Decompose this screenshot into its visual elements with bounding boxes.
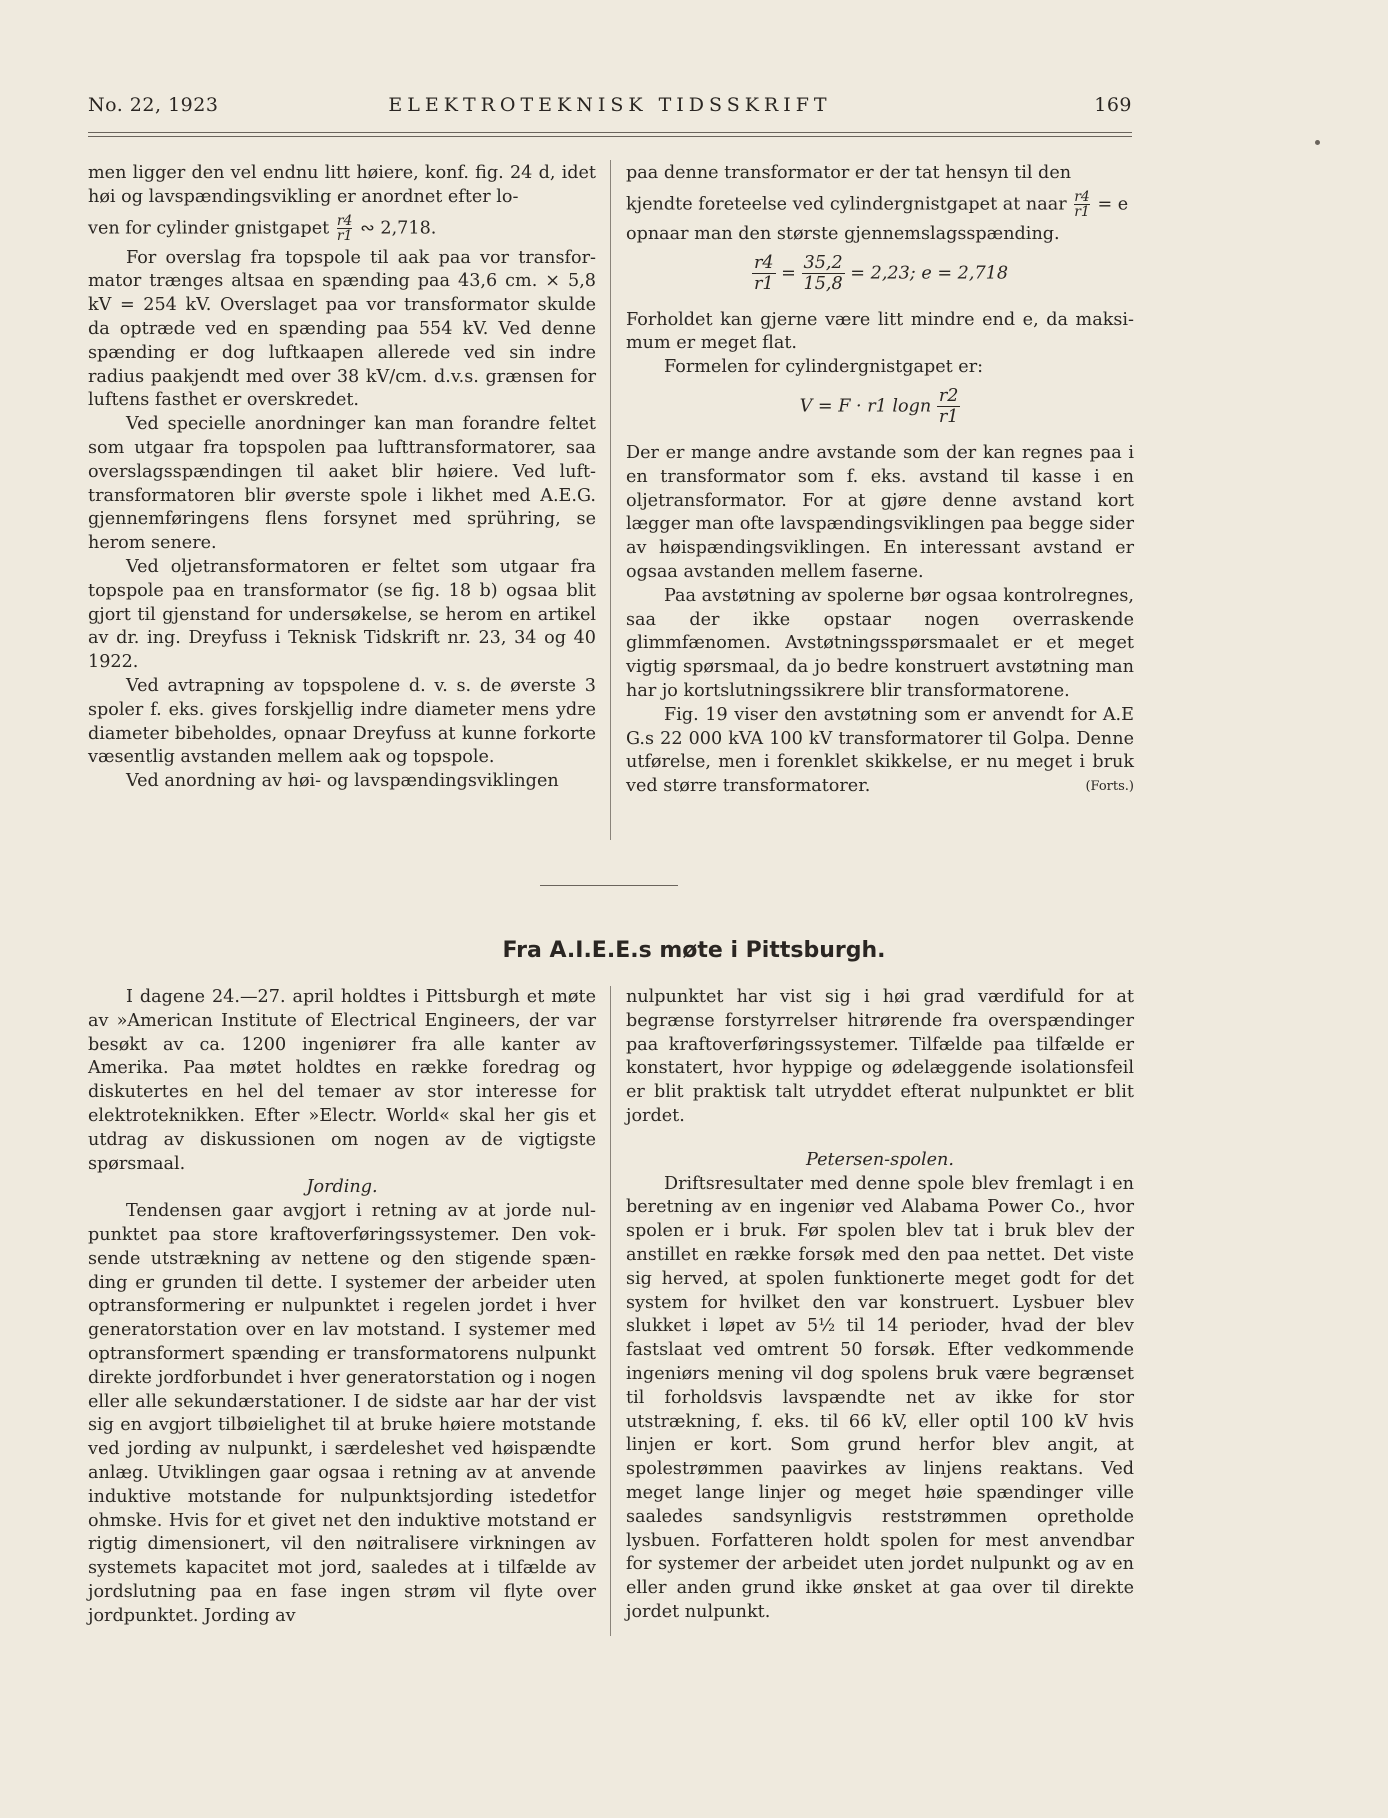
section-rule xyxy=(540,885,678,886)
fraction xyxy=(802,253,845,294)
text: Fig. 19 viser den avstøtning som er anvendt for A.E G.s 22 000 kVA 100 kV transformatorer til Golpa. Denne utførelse, men i forenklet skikkelse, er nu meget i bruk ved større transformatorer. xyxy=(626,704,1134,797)
fraction xyxy=(752,253,776,294)
numerator: r4 xyxy=(1074,188,1090,205)
denominator: r1 xyxy=(1074,203,1090,220)
denominator: r1 xyxy=(336,227,353,244)
text: kjendte foreteelse ved cylindergnistgapet at naar xyxy=(626,194,1067,215)
paragraph: Tendensen gaar avgjort i retning av at jorde nulpunktet paa store kraftoverføringssystemer. Den voksende utstrækning av nettene og den stigende spænding er grunden til dette. I systemer der arbeider uten optransformering er nulpunktet i regelen jordet i hver generatorstation over en lav motstand. I systemer med optransformert spænding er transformatorens nulpunkt direkte jordforbundet i hver generatorstation og i nogen eller alle sekundærstationer. I de sidste aar har der vist sig en avgjort tilbøielighet til at bruke høiere motstande ved jording av nulpunkt, i særdeleshet ved høispændte anlæg. Utviklingen gaar ogsaa i retning av at anvende induktive motstande for nulpunktsjording istedetfor ohmske. Hvis for et givet net den induktive motstand er rigtig dimensionert, vil den nøitralisere virkningen av systemets kapacitet mot jord, saaledes at i tilfælde av jordslutning paa en fase ingen strøm vil flyte over jordpunktet. Jording av xyxy=(88,1201,596,1626)
article-left-column xyxy=(88,986,596,1629)
paragraph: For overslag fra topspole til aak paa vor transformator trænges altsaa en spænding paa 43,6 cm. ⨯ 5,8 kV = 254 kV. Overslaget paa vor transformator skulde da optræde ved en spænding paa 554 kV. Ved denne spænding er dog luftkaapen allerede ved sin indre radius paakjendt med over 38 kV/cm. d.v.s. grænsen for luftens fasthet er overskredet. xyxy=(88,247,596,411)
fraction xyxy=(937,386,961,427)
numerator: r2 xyxy=(938,385,959,406)
continued-note: (Forts.) xyxy=(1085,779,1134,795)
numerator: r4 xyxy=(336,212,353,229)
denominator: r1 xyxy=(753,273,774,294)
fraction xyxy=(337,214,353,243)
text: ven for cylinder gnistgapet xyxy=(88,218,330,239)
formula-cylinder-gap xyxy=(626,386,1134,436)
article-right-column xyxy=(626,986,1134,1625)
paragraph: Paa avstøtning av spolerne bør ogsaa kontrolregnes, saa der ikke opstaar nogen overraskende glimmfænomen. Avstøtningsspørsmaalet er et meget vigtig spørsmaal, da jo bedre konstruert avstøtning man har jo kortslutningssikrere blir transformatorene. xyxy=(626,585,1134,701)
top-right-column xyxy=(626,162,1134,799)
header-rule xyxy=(88,132,1132,137)
paragraph xyxy=(626,704,1134,799)
paragraph: Ved specielle anordninger kan man forandre feltet som utgaar fra topspolen paa lufttransformatorer, saa overslagsspændingen til aaket blir høiere. Ved lufttransformatoren blir øverste spole i likhet med A.E.G. gjennemføringens flens forsynet med sprühring, se herom senere. xyxy=(88,414,596,554)
fraction xyxy=(1074,190,1090,219)
numerator: 35,2 xyxy=(803,252,843,273)
paragraph: men ligger den vel endnu litt høiere, konf. fig. 24 d, idet høi og lavspændingsvikling er anordnet efter lo- xyxy=(88,163,596,207)
page-mark xyxy=(1315,140,1320,145)
top-left-column xyxy=(88,162,596,794)
denominator: 15,8 xyxy=(803,273,843,294)
paragraph: Der er mange andre avstande som der kan regnes paa i en transformator som f. eks. avstand til kasse i en oljetransformator. For at gjøre denne avstand kort lægger man ofte lavspændingsviklingen paa begge sider av høispændingsviklingen. En interessant avstand er ogsaa avstanden mellem faserne. xyxy=(626,442,1134,582)
paragraph: Formelen for cylindergnistgapet er: xyxy=(664,357,984,378)
running-header xyxy=(88,94,1132,120)
column-divider xyxy=(610,160,611,840)
paragraph: paa denne transformator er der tat hensyn til den xyxy=(626,163,1072,183)
subheading: Petersen-spolen. xyxy=(806,1149,954,1170)
journal-title: ELEKTROTEKNISK TIDSSKRIFT xyxy=(388,94,832,116)
paragraph: Ved oljetransformatoren er feltet som utgaar fra topspole paa en transformator (se fig. 18 b) ogsaa blit gjort til gjenstand for undersøkelse, se herom en artikel av dr. ing. Dreyfuss i Teknisk Tidskrift nr. 23, 34 og 40 1922. xyxy=(88,556,596,673)
text: = 2,23; e = 2,718 xyxy=(850,263,1009,284)
text: = e xyxy=(1097,194,1129,215)
issue-number: No. 22, 1923 xyxy=(88,94,219,116)
column-divider xyxy=(610,986,611,1636)
paragraph: I dagene 24.—27. april holdtes i Pittsburgh et møte av »American Institute of Electrical Engineers, der var besøkt av ca. 1200 ingeniører fra alle kanter av Amerika. Paa møtet holdtes en række foredrag og diskutertes en hel del temaer av stor interesse for elektroteknikken. Efter »Electr. World« skal her gis et utdrag av diskussionen om nogen av de vigtigste spørsmaal. xyxy=(88,987,596,1174)
equals: = xyxy=(781,263,802,284)
paragraph-formula-line xyxy=(88,214,596,243)
denominator: r1 xyxy=(938,406,959,427)
page-number: 169 xyxy=(1094,94,1132,116)
numerator: r4 xyxy=(753,252,774,273)
formula-ratio xyxy=(626,253,1134,303)
article-title: Fra A.I.E.E.s møte i Pittsburgh. xyxy=(502,938,886,963)
text: ∾ 2,718. xyxy=(360,218,437,239)
paragraph: Ved anordning av høi- og lavspændingsviklingen xyxy=(126,771,559,792)
paragraph: Driftsresultater med denne spole blev fremlagt i en beretning av en ingeniør ved Alabama Power Co., hvor spolen er i bruk. Før spolen blev tat i bruk blev der anstillet en række forsøk med den paa nettet. Det viste sig herved, at spolen funktionerte meget godt for det system for hvilket den var konstruert. Lysbuer blev slukket i løpet av 5½ til 14 perioder, hvad der blev fastslaat ved omtrent 50 forsøk. Efter vedkommende ingeniørs mening vil dog spolens bruk være begrænset til forholdsvis lavspændte net av ikke for stor utstrækning, f. eks. til 66 kV, eller optil 100 kV hvis linjen er kort. Som grund herfor blev angit, at spolestrømmen paavirkes av linjens reaktans. Ved meget lange linjer og meget høie spændinger ville saaledes sandsynligvis reststrømmen opretholde lysbuen. Forfatteren holdt spolen for mest anvendbar for systemer der arbeidet uten jordet nulpunkt og av en eller anden grund ikke ønsket at gaa over til direkte jordet nulpunkt. xyxy=(626,1173,1134,1622)
subheading: Jording. xyxy=(306,1177,378,1198)
paragraph: Forholdet kan gjerne være litt mindre end e, da maksimum er meget flat. xyxy=(626,309,1134,354)
paragraph: nulpunktet har vist sig i høi grad værdifuld for at begrænse forstyrrelser hitrørende fra overspændinger paa kraftoverføringssystemer. Tilfælde paa tilfælde er konstatert, hvor hyppige og ødelæggende isolationsfeil er blit praktisk talt utryddet efterat nulpunktet er blit jordet. xyxy=(626,987,1134,1126)
paragraph: Ved avtrapning av topspolene d. v. s. de øverste 3 spoler f. eks. gives forskjellig indre diameter mens ydre diameter bibeholdes, opnaar Dreyfuss at kunne forkorte væsentlig avstanden mellem aak og topspole. xyxy=(88,675,596,768)
text: V = F · r1 logn xyxy=(799,396,932,417)
paragraph: opnaar man den største gjennemslagsspænding. xyxy=(626,223,1060,244)
paragraph-formula-line xyxy=(626,190,1134,219)
